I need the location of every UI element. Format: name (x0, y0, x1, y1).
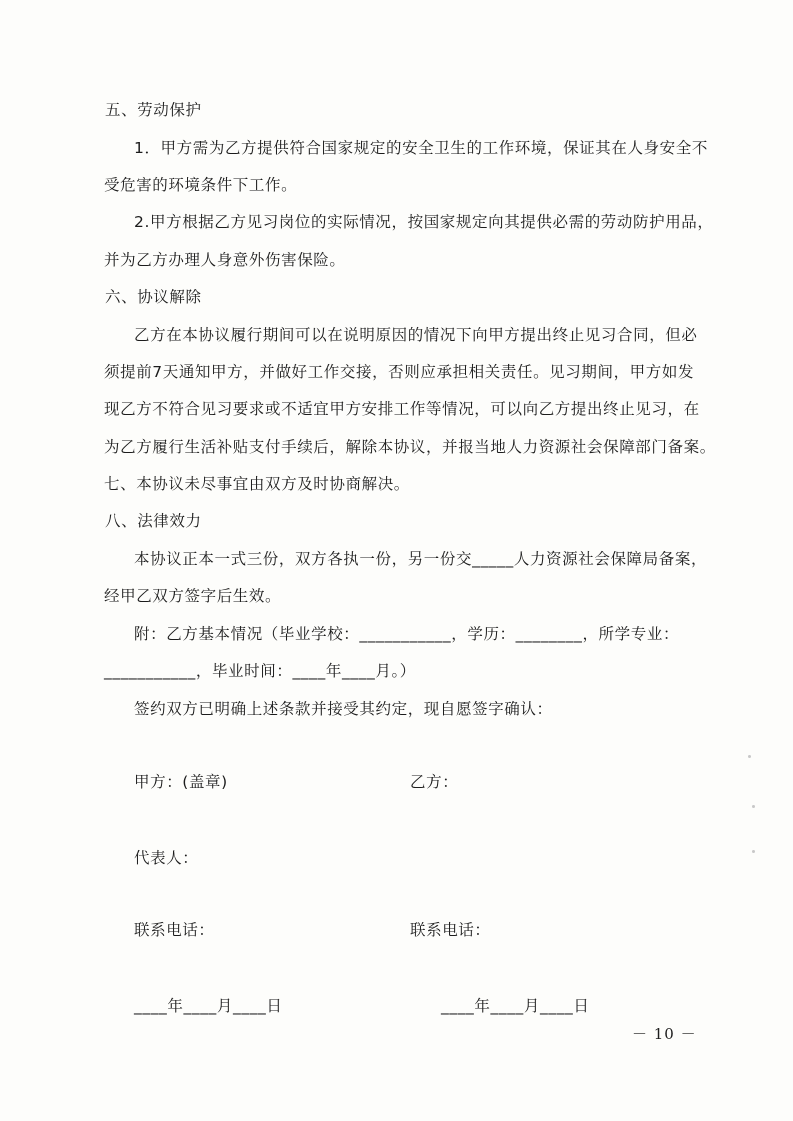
section-8-heading: 八、法律效力 (105, 512, 202, 530)
section-7-line: 七、本协议未尽事宜由双方及时协商解决。 (104, 475, 410, 493)
party-a-date: ____年____月____日 (134, 997, 283, 1015)
party-b-label: 乙方： (410, 773, 459, 791)
section-5-paragraph-2-line-2: 并为乙方办理人身意外伤害保险。 (104, 251, 346, 269)
section-5-paragraph-1-line-2: 受危害的环境条件下工作。 (104, 176, 298, 194)
attachment-line-2: ___________，毕业时间：____年____月。） (104, 662, 416, 680)
section-6-line-3: 现乙方不符合见习要求或不适宜甲方安排工作等情况，可以向乙方提出终止见习，在 (104, 400, 700, 418)
section-5-paragraph-1-line-1: 1．甲方需为乙方提供符合国家规定的安全卫生的工作环境，保证其在人身安全不 (134, 139, 708, 157)
page-number: － 10 － (632, 1025, 697, 1043)
section-8-line-2: 经甲乙双方签字后生效。 (104, 587, 282, 605)
confirmation-statement: 签约双方已明确上述条款并接受其约定，现自愿签字确认： (134, 700, 553, 718)
section-6-line-4: 为乙方履行生活补贴支付手续后，解除本协议，并报当地人力资源社会保障部门备案。 (104, 438, 716, 456)
section-5-heading: 五、劳动保护 (105, 101, 202, 119)
attachment-line-1: 附：乙方基本情况（毕业学校：___________，学历：________，所学专业： (134, 625, 680, 643)
representative-label: 代表人： (134, 849, 199, 867)
section-5-paragraph-2-line-1: 2.甲方根据乙方见习岗位的实际情况，按国家规定向其提供必需的劳动防护用品， (134, 213, 714, 231)
party-b-phone-label: 联系电话： (410, 921, 491, 939)
section-8-line-1: 本协议正本一式三份，双方各执一份，另一份交_____人力资源社会保障局备案， (134, 550, 708, 568)
party-a-seal-label: 甲方：(盖章) (134, 773, 228, 791)
scan-speck (748, 755, 751, 758)
section-6-heading: 六、协议解除 (105, 288, 202, 306)
section-6-line-1: 乙方在本协议履行期间可以在说明原因的情况下向甲方提出终止见习合同，但必 (134, 326, 698, 344)
scan-speck (752, 850, 755, 853)
party-a-phone-label: 联系电话： (134, 921, 215, 939)
section-6-line-2: 须提前7天通知甲方，并做好工作交接，否则应承担相关责任。见习期间，甲方如发 (104, 363, 695, 381)
scan-speck (752, 805, 755, 808)
party-b-date: ____年____月____日 (441, 997, 590, 1015)
